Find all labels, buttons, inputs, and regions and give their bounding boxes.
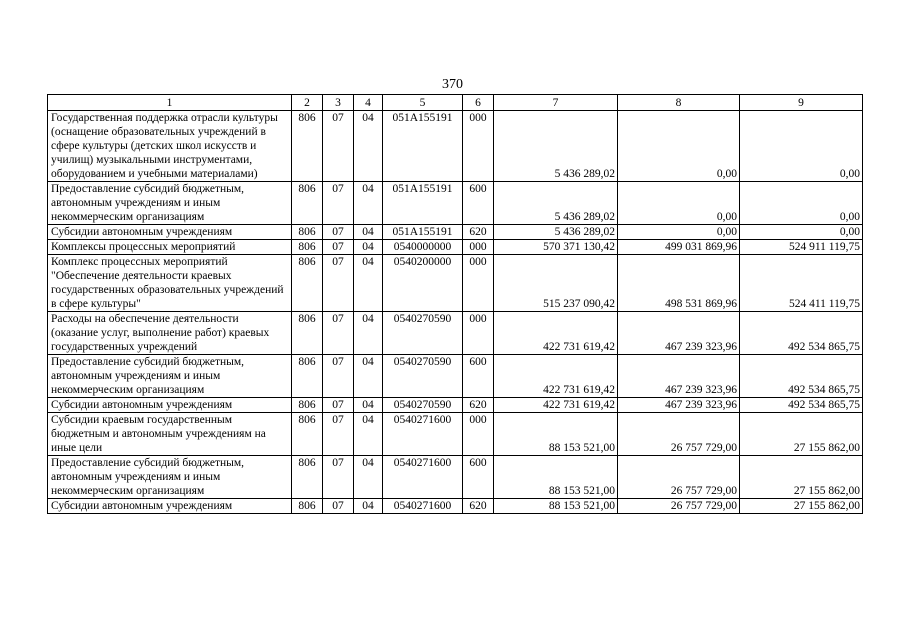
row-code-cell: 07 [323,255,354,312]
row-code-cell: 0540000000 [383,240,463,255]
row-amount-cell: 5 436 289,02 [494,182,618,225]
row-code-cell: 051A155191 [383,182,463,225]
column-header-1: 1 [48,95,292,111]
row-amount-cell: 88 153 521,00 [494,413,618,456]
page-number: 370 [442,77,463,92]
row-code-cell: 07 [323,413,354,456]
row-amount-cell: 26 757 729,00 [618,456,740,499]
row-amount-cell: 499 031 869,96 [618,240,740,255]
row-code-cell: 000 [463,111,494,182]
row-code-cell: 620 [463,398,494,413]
row-code-cell: 806 [292,182,323,225]
row-code-cell: 07 [323,355,354,398]
table-body [48,95,863,514]
row-code-cell: 806 [292,255,323,312]
row-code-cell: 806 [292,225,323,240]
row-code-cell: 600 [463,355,494,398]
row-amount-cell: 0,00 [618,111,740,182]
row-code-cell: 000 [463,413,494,456]
row-name-cell: Комплекс процессных мероприятий "Обеспечение деятельности краевых государственных образовательных учреждений в сфере культуры" [48,255,292,312]
row-code-cell: 0540271600 [383,413,463,456]
row-amount-cell: 422 731 619,42 [494,312,618,355]
table-row [48,182,863,225]
row-amount-cell: 0,00 [740,182,863,225]
row-code-cell: 07 [323,111,354,182]
row-code-cell: 0540271600 [383,499,463,514]
row-amount-cell: 515 237 090,42 [494,255,618,312]
row-code-cell: 04 [354,255,383,312]
table-row [48,456,863,499]
table-row [48,398,863,413]
row-code-cell: 806 [292,499,323,514]
row-name-cell: Расходы на обеспечение деятельности (оказание услуг, выполнение работ) краевых государственных учреждений [48,312,292,355]
row-amount-cell: 492 534 865,75 [740,355,863,398]
row-code-cell: 000 [463,312,494,355]
table-row [48,312,863,355]
row-code-cell: 051A155191 [383,225,463,240]
header-row [48,95,863,111]
column-header-5: 5 [383,95,463,111]
row-amount-cell: 0,00 [618,182,740,225]
row-name-cell: Субсидии автономным учреждениям [48,398,292,413]
column-header-4: 4 [354,95,383,111]
row-code-cell: 806 [292,312,323,355]
column-header-6: 6 [463,95,494,111]
column-header-7: 7 [494,95,618,111]
row-name-cell: Государственная поддержка отрасли культуры (оснащение образовательных учреждений в сфере культуры (детских школ искусств и училищ) музыкальными инструментами, оборудованием и учебными материалами) [48,111,292,182]
row-code-cell: 07 [323,456,354,499]
row-code-cell: 07 [323,499,354,514]
row-name-cell: Комплексы процессных мероприятий [48,240,292,255]
row-amount-cell: 5 436 289,02 [494,225,618,240]
row-code-cell: 04 [354,225,383,240]
row-code-cell: 07 [323,225,354,240]
row-code-cell: 04 [354,499,383,514]
row-code-cell: 0540200000 [383,255,463,312]
row-code-cell: 0540270590 [383,312,463,355]
row-code-cell: 04 [354,355,383,398]
row-name-cell: Субсидии автономным учреждениям [48,499,292,514]
row-amount-cell: 88 153 521,00 [494,499,618,514]
row-code-cell: 04 [354,182,383,225]
row-code-cell: 806 [292,111,323,182]
table-row [48,499,863,514]
table-row [48,240,863,255]
row-code-cell: 806 [292,398,323,413]
column-header-9: 9 [740,95,863,111]
row-code-cell: 600 [463,456,494,499]
row-amount-cell: 27 155 862,00 [740,499,863,514]
row-code-cell: 07 [323,398,354,413]
row-name-cell: Субсидии краевым государственным бюджетным и автономным учреждениям на иные цели [48,413,292,456]
row-amount-cell: 498 531 869,96 [618,255,740,312]
row-code-cell: 000 [463,255,494,312]
column-header-2: 2 [292,95,323,111]
row-amount-cell: 422 731 619,42 [494,398,618,413]
row-amount-cell: 524 411 119,75 [740,255,863,312]
row-code-cell: 04 [354,413,383,456]
row-code-cell: 0540271600 [383,456,463,499]
row-code-cell: 806 [292,413,323,456]
row-code-cell: 600 [463,182,494,225]
row-amount-cell: 26 757 729,00 [618,499,740,514]
row-amount-cell: 422 731 619,42 [494,355,618,398]
row-code-cell: 620 [463,499,494,514]
row-code-cell: 07 [323,240,354,255]
row-amount-cell: 88 153 521,00 [494,456,618,499]
row-amount-cell: 467 239 323,96 [618,398,740,413]
row-amount-cell: 524 911 119,75 [740,240,863,255]
row-code-cell: 04 [354,456,383,499]
table-row [48,111,863,182]
row-amount-cell: 467 239 323,96 [618,355,740,398]
budget-table [47,94,863,514]
row-code-cell: 07 [323,182,354,225]
table-row [48,225,863,240]
row-code-cell: 806 [292,456,323,499]
row-code-cell: 04 [354,111,383,182]
row-code-cell: 806 [292,355,323,398]
row-amount-cell: 27 155 862,00 [740,413,863,456]
row-name-cell: Предоставление субсидий бюджетным, автономным учреждениям и иным некоммерческим организациям [48,355,292,398]
row-amount-cell: 467 239 323,96 [618,312,740,355]
row-amount-cell: 0,00 [618,225,740,240]
row-code-cell: 000 [463,240,494,255]
table-row [48,413,863,456]
row-code-cell: 04 [354,398,383,413]
row-code-cell: 04 [354,312,383,355]
table-row [48,255,863,312]
row-code-cell: 051A155191 [383,111,463,182]
row-code-cell: 620 [463,225,494,240]
row-code-cell: 07 [323,312,354,355]
row-name-cell: Субсидии автономным учреждениям [48,225,292,240]
column-header-8: 8 [618,95,740,111]
row-name-cell: Предоставление субсидий бюджетным, автономным учреждениям и иным некоммерческим организациям [48,456,292,499]
row-amount-cell: 26 757 729,00 [618,413,740,456]
row-amount-cell: 492 534 865,75 [740,398,863,413]
row-code-cell: 04 [354,240,383,255]
row-amount-cell: 570 371 130,42 [494,240,618,255]
row-amount-cell: 5 436 289,02 [494,111,618,182]
table-row [48,355,863,398]
row-name-cell: Предоставление субсидий бюджетным, автономным учреждениям и иным некоммерческим организациям [48,182,292,225]
row-code-cell: 806 [292,240,323,255]
row-amount-cell: 492 534 865,75 [740,312,863,355]
row-amount-cell: 0,00 [740,225,863,240]
column-header-3: 3 [323,95,354,111]
row-amount-cell: 27 155 862,00 [740,456,863,499]
row-code-cell: 0540270590 [383,398,463,413]
row-amount-cell: 0,00 [740,111,863,182]
row-code-cell: 0540270590 [383,355,463,398]
